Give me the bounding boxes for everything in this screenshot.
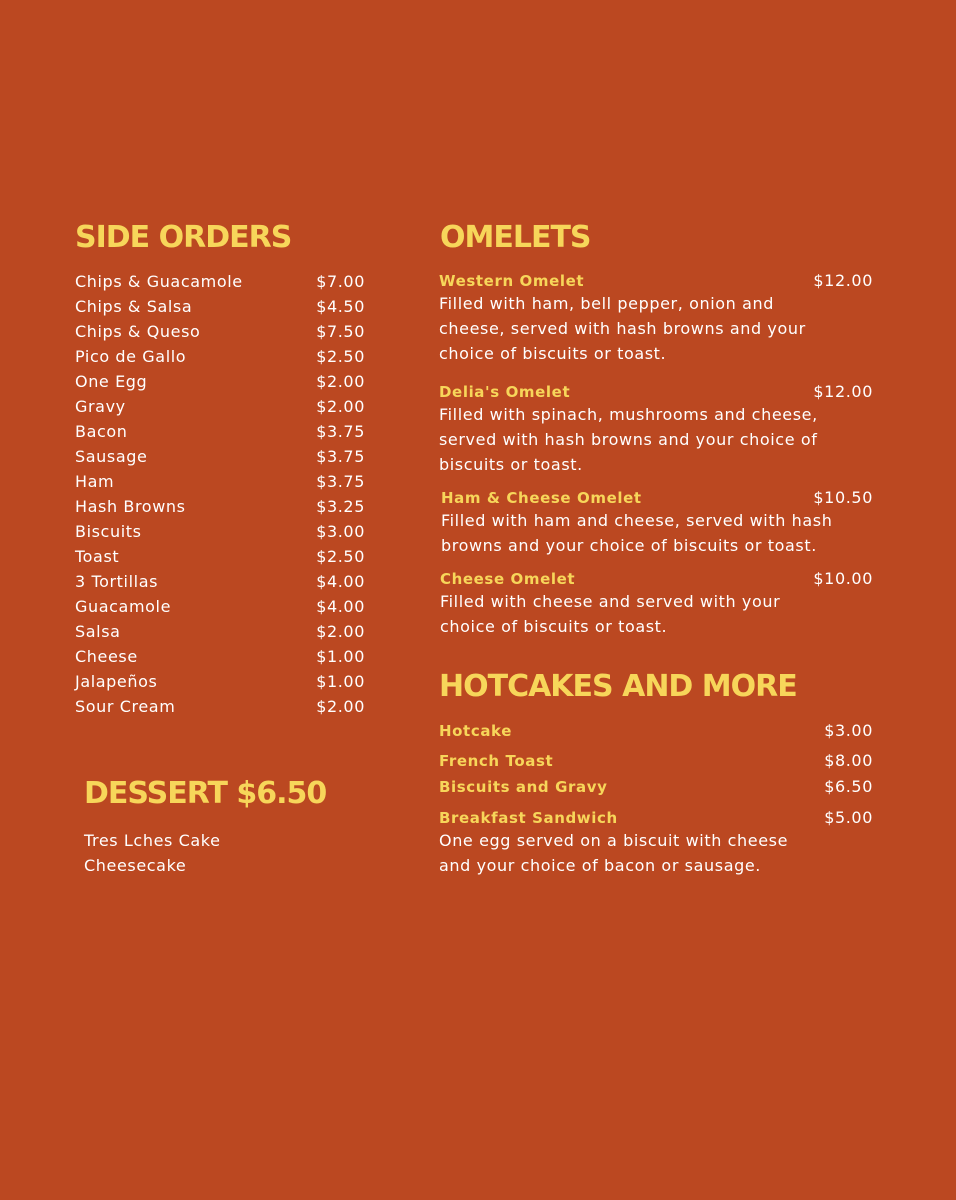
item-price: $4.00: [316, 597, 365, 616]
item-name: Ham & Cheese Omelet: [441, 489, 642, 507]
menu-item-western-omelet: [439, 271, 875, 366]
list-item: [75, 544, 365, 569]
list-item: [75, 619, 365, 644]
list-item: [75, 369, 365, 394]
side-orders-title: SIDE ORDERS: [75, 220, 292, 255]
item-name: Biscuits and Gravy: [439, 778, 608, 796]
item-name: Sour Cream: [75, 697, 176, 716]
item-name: Western Omelet: [439, 272, 585, 290]
item-description: Filled with cheese and served with your choice of biscuits or toast.: [440, 592, 781, 636]
item-price: $3.00: [824, 721, 873, 740]
item-price: $12.00: [813, 271, 873, 290]
item-name: Gravy: [75, 397, 126, 416]
list-item: [75, 294, 365, 319]
item-price: $2.50: [316, 347, 365, 366]
list-item: [75, 394, 365, 419]
item-name: Jalapeños: [75, 672, 158, 691]
item-price: $2.00: [316, 397, 365, 416]
omelets-title: OMELETS: [440, 220, 591, 255]
item-price: $3.00: [316, 522, 365, 541]
side-orders-list: [75, 269, 365, 719]
item-name: Ham: [75, 472, 115, 491]
item-name: Breakfast Sandwich: [439, 809, 618, 827]
list-item: [75, 494, 365, 519]
list-item: [75, 519, 365, 544]
item-price: $3.75: [316, 472, 365, 491]
list-item: [75, 694, 365, 719]
item-price: $7.00: [316, 272, 365, 291]
menu-item-french-toast: [439, 751, 875, 770]
menu-item-breakfast-sandwich: [439, 808, 875, 878]
item-price: $3.75: [316, 422, 365, 441]
menu-item-delias-omelet: [439, 382, 875, 477]
item-price: $2.00: [316, 622, 365, 641]
item-description: Filled with spinach, mushrooms and cheese, served with hash browns and your choice of biscuits or toast.: [439, 405, 818, 474]
item-name: Chips & Queso: [75, 322, 201, 341]
item-price: $4.50: [316, 297, 365, 316]
list-item: [75, 419, 365, 444]
item-price: $3.75: [316, 447, 365, 466]
item-price: $6.50: [824, 777, 873, 796]
item-name: Pico de Gallo: [75, 347, 187, 366]
list-item: [75, 669, 365, 694]
item-price: $4.00: [316, 572, 365, 591]
list-item: [75, 444, 365, 469]
list-item: [75, 469, 365, 494]
item-price: $5.00: [824, 808, 873, 827]
list-item: Cheesecake: [84, 856, 187, 875]
item-description: One egg served on a biscuit with cheese and your choice of bacon or sausage.: [439, 831, 789, 875]
item-price: $7.50: [316, 322, 365, 341]
item-name: Bacon: [75, 422, 128, 441]
item-name: French Toast: [439, 752, 554, 770]
item-price: $2.00: [316, 372, 365, 391]
item-name: Cheese: [75, 647, 138, 666]
menu-item-ham-cheese-omelet: [441, 488, 875, 558]
item-name: One Egg: [75, 372, 148, 391]
item-price: $2.00: [316, 697, 365, 716]
list-item: [75, 644, 365, 669]
item-price: $3.25: [316, 497, 365, 516]
item-price: $1.00: [316, 647, 365, 666]
dessert-title: DESSERT $6.50: [84, 776, 327, 811]
menu-item-biscuits-gravy: [439, 777, 875, 796]
item-name: Cheese Omelet: [440, 570, 576, 588]
item-name: Guacamole: [75, 597, 172, 616]
item-price: $10.00: [813, 569, 873, 588]
menu-item-cheese-omelet: [440, 569, 875, 639]
item-price: $12.00: [813, 382, 873, 401]
item-name: Delia's Omelet: [439, 383, 571, 401]
item-name: Toast: [75, 547, 120, 566]
item-name: Biscuits: [75, 522, 142, 541]
item-name: Sausage: [75, 447, 148, 466]
item-name: Chips & Guacamole: [75, 272, 243, 291]
list-item: Tres Lches Cake: [84, 831, 221, 850]
list-item: [75, 269, 365, 294]
hotcakes-title: HOTCAKES AND MORE: [439, 669, 797, 704]
item-name: Salsa: [75, 622, 121, 641]
item-price: $2.50: [316, 547, 365, 566]
item-description: Filled with ham, bell pepper, onion and cheese, served with hash browns and your choice of biscuits or toast.: [439, 294, 806, 363]
item-name: 3 Tortillas: [75, 572, 159, 591]
list-item: [75, 344, 365, 369]
menu-item-hotcake: [439, 721, 875, 740]
dessert-list: [84, 828, 221, 878]
item-name: Chips & Salsa: [75, 297, 193, 316]
item-description: Filled with ham and cheese, served with hash browns and your choice of biscuits or toast.: [441, 511, 833, 555]
item-name: Hotcake: [439, 722, 512, 740]
item-price: $8.00: [824, 751, 873, 770]
item-name: Hash Browns: [75, 497, 186, 516]
item-price: $1.00: [316, 672, 365, 691]
list-item: [75, 319, 365, 344]
list-item: [75, 569, 365, 594]
list-item: [75, 594, 365, 619]
item-price: $10.50: [813, 488, 873, 507]
